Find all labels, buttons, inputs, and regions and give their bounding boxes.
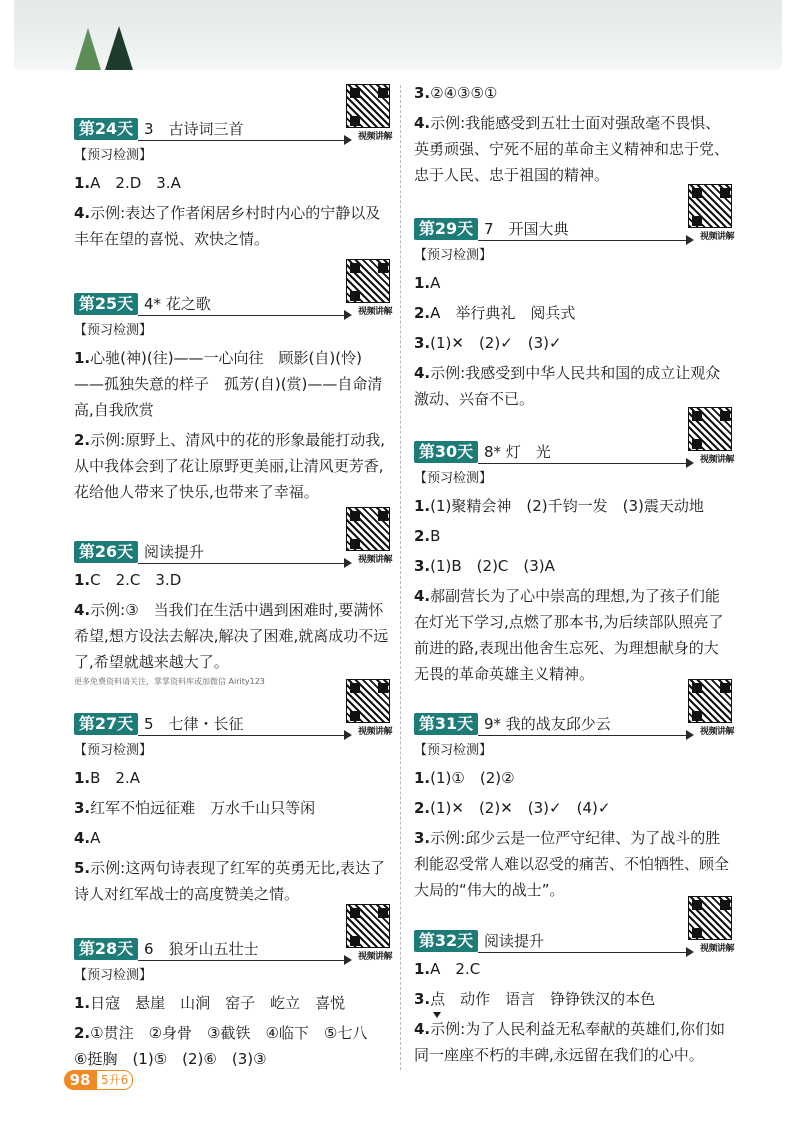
lesson-title: 6 狼牙山五壮士: [144, 940, 259, 958]
tree-icon: [104, 26, 134, 70]
answer-item: 3.②④③⑤①: [414, 84, 498, 102]
lesson-title: 阅读提升: [484, 932, 545, 950]
lesson-title: 阅读提升: [144, 543, 205, 561]
qr-code[interactable]: [346, 259, 390, 303]
qr-caption: 视频讲解: [699, 944, 734, 954]
answer-item: 1.日寇 悬崖 山涧 窑子 屹立 喜悦: [74, 994, 346, 1012]
answer-item: 4.示例:表达了作者闲居乡村时内心的宁静以及丰年在望的喜悦、欢快之情。: [74, 204, 381, 248]
section-subhead: 【预习检测】: [74, 743, 153, 758]
day-tag: 第28天: [74, 938, 138, 960]
answer-item: 1.C 2.C 3.D: [74, 571, 182, 589]
qr-code[interactable]: [346, 679, 390, 723]
answer-item: 1.(1)聚精会神 (2)千钧一发 (3)震天动地: [414, 497, 704, 515]
day-tag: 第25天: [74, 293, 138, 315]
answer-item: 1.A 2.C: [414, 960, 481, 978]
qr-code[interactable]: [688, 184, 732, 228]
lesson-title: 5 七律・长征: [144, 715, 244, 733]
answer-item: 1.A: [414, 274, 441, 292]
tree-icon: [74, 28, 102, 70]
qr-caption: 视频讲解: [357, 555, 392, 565]
answer-item: 4.示例:我能感受到五壮士面对强敌毫不畏惧、英勇顽强、宁死不屈的革命主义精神和忠于党、忠于人民、忠于祖国的精神。: [414, 114, 730, 184]
day-tag: 第24天: [74, 118, 138, 140]
day-tag: 第27天: [74, 713, 138, 735]
answer-item: 4.示例:为了人民利益无私奉献的英雄们,你们如同一座座不朽的丰碑,永远留在我们的心中。: [414, 1020, 725, 1064]
lesson-title: 9* 我的战友邱少云: [484, 715, 611, 733]
day-tag: 第30天: [414, 441, 478, 463]
day-tag: 第31天: [414, 713, 478, 735]
section-subhead: 【预习检测】: [74, 968, 153, 983]
qr-code[interactable]: [688, 679, 732, 723]
qr-caption: 视频讲解: [357, 727, 392, 737]
footnote: 更多免费资料请关注，掌掌资料库或加微信 Airity123: [74, 677, 265, 686]
qr-caption: 视频讲解: [699, 455, 734, 465]
day-27-section: [74, 705, 390, 907]
lesson-title: 8* 灯 光: [484, 443, 551, 461]
answer-item: 2.(1)✕ (2)✕ (3)✓ (4)✓: [414, 799, 611, 817]
qr-caption: 视频讲解: [699, 727, 734, 737]
day-32-section: [414, 922, 732, 1068]
grade-label: 5升6: [96, 1070, 133, 1090]
qr-code[interactable]: [346, 84, 390, 128]
answer-item: 3.(1)B (2)C (3)A: [414, 557, 555, 575]
answer-item: 2.①贯注 ②身骨 ③截铁 ④临下 ⑤七八 ⑥挺胸 (1)⑤ (2)⑥ (3)③: [74, 1024, 383, 1068]
day-tag: 第26天: [74, 541, 138, 563]
answer-item: 4.郝副营长为了心中崇高的理想,为了孩子们能在灯光下学习,点燃了那本书,为后续部队照亮了前进的路,表现出他舍生忘死、为理想献身的大无畏的革命英雄主义精神。: [414, 587, 724, 683]
qr-caption: 视频讲解: [699, 232, 734, 242]
answer-item: 4.示例:③ 当我们在生活中遇到困难时,要满怀希望,想方设法去解决,解决了困难,就离成功不远了,希望就越来越大了。: [74, 601, 389, 671]
day-28-section: [74, 930, 390, 1072]
day-24-section: [74, 110, 390, 252]
qr-code[interactable]: [346, 507, 390, 551]
answer-item: 3.红军不怕远征难 万水千山只等闲: [74, 799, 316, 817]
answer-item: 2.示例:原野上、清风中的花的形象最能打动我,从中我体会到了花让原野更美丽,让清风更芳香,花给他人带来了快乐,也带来了幸福。: [74, 431, 385, 501]
section-subhead: 【预习检测】: [414, 743, 493, 758]
qr-code[interactable]: [688, 896, 732, 940]
lesson-title: 3 古诗词三首: [144, 120, 244, 138]
lesson-title: 4* 花之歌: [144, 295, 211, 313]
qr-caption: 视频讲解: [357, 307, 392, 317]
page-number-value: 98: [64, 1070, 96, 1090]
emphasis-mark: 点: [430, 986, 445, 1012]
day-26-section: [74, 533, 390, 675]
answer-item: 3.点 动作 语言 铮铮铁汉的本色: [414, 986, 732, 1012]
section-subhead: 【预习检测】: [74, 323, 153, 338]
answer-item: 3.(1)✕ (2)✓ (3)✓: [414, 334, 562, 352]
answer-item: 1.A 2.D 3.A: [74, 174, 181, 192]
answer-item: 4.示例:我感受到中华人民共和国的成立让观众激动、兴奋不已。: [414, 364, 721, 408]
answer-item: 2.B: [414, 527, 441, 545]
day-tag: 第29天: [414, 218, 478, 240]
day-31-section: [414, 705, 732, 903]
day-25-section: [74, 285, 390, 505]
column-divider: [400, 85, 401, 1070]
answer-item: 3.示例:邱少云是一位严守纪律、为了战斗的胜利能忍受常人难以忍受的痛苦、不怕牺牲、顾全大局的“伟大的战士”。: [414, 829, 730, 899]
qr-caption: 视频讲解: [357, 132, 392, 142]
qr-code[interactable]: [346, 904, 390, 948]
qr-code[interactable]: [688, 407, 732, 451]
page-number: [64, 1070, 133, 1090]
answer-item: 5.示例:这两句诗表现了红军的英勇无比,表达了诗人对红军战士的高度赞美之情。: [74, 859, 385, 903]
answer-item: 1.B 2.A: [74, 769, 141, 787]
answer-item: 1.(1)① (2)②: [414, 769, 515, 787]
lesson-title: 7 开国大典: [484, 220, 569, 238]
section-subhead: 【预习检测】: [414, 248, 493, 263]
answer-item: 4.A: [74, 829, 101, 847]
section-subhead: 【预习检测】: [414, 471, 493, 486]
qr-caption: 视频讲解: [357, 952, 392, 962]
day-tag: 第32天: [414, 930, 478, 952]
answer-item: 1.心驰(神)(往)——一心向往 顾影(自)(怜)——孤独失意的样子 孤芳(自)(赏)——自命清高,自我欣赏: [74, 349, 383, 419]
section-subhead: 【预习检测】: [74, 148, 153, 163]
day-29-section: [414, 210, 732, 412]
answer-item: 2.A 举行典礼 阅兵式: [414, 304, 576, 322]
day-30-section: [414, 433, 732, 687]
day-28-continued: [414, 76, 732, 188]
